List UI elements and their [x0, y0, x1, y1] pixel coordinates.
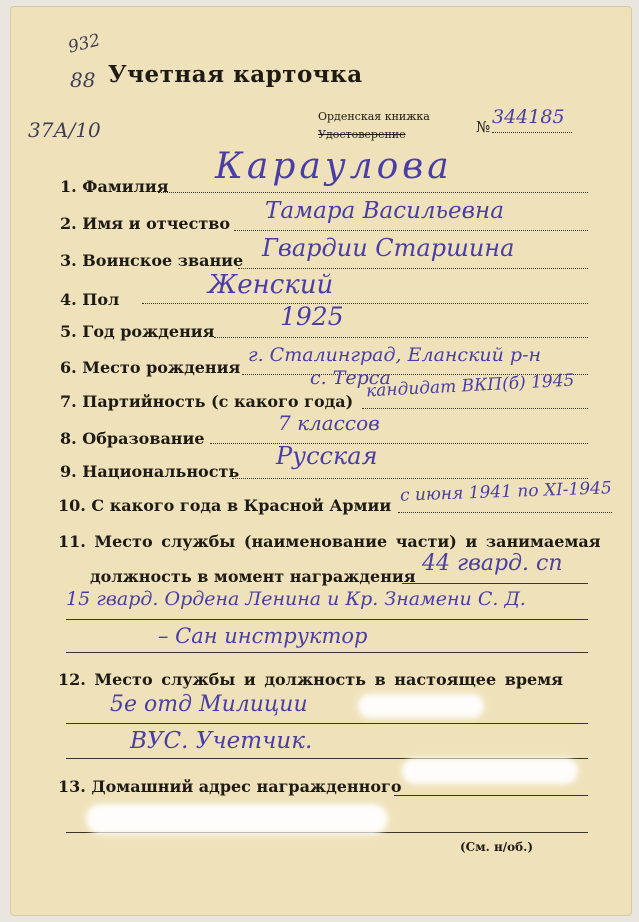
surname-value: Караулова — [215, 146, 453, 187]
nationality-value: Русская — [276, 442, 378, 470]
surname-label: 1. Фамилия — [60, 177, 169, 196]
army-since-value: с июня 1941 по XI-1945 — [399, 478, 613, 506]
army-since-line — [398, 512, 612, 513]
name-line — [234, 230, 588, 231]
party-label: 7. Партийность (с какого года) — [60, 392, 354, 411]
service-line-1 — [402, 583, 588, 584]
education-value: 7 классов — [278, 411, 380, 435]
redacted-area-3 — [86, 804, 388, 834]
doc-type-order-book: Орденская книжка — [318, 110, 430, 123]
footer-note: (См. н/об.) — [460, 840, 534, 854]
current-service-line-1 — [66, 723, 588, 724]
current-service-value-2: ВУС. Учетчик. — [130, 728, 313, 754]
name-value: Тамара Васильевна — [265, 198, 504, 224]
corner-number-b: 88 — [70, 68, 96, 92]
birth-year-value: 1925 — [280, 302, 344, 331]
rank-line — [238, 268, 588, 269]
service-line-3 — [66, 652, 588, 653]
sex-line — [142, 303, 588, 304]
nationality-label: 9. Национальность — [60, 462, 240, 481]
current-service-label: 12. Место службы и должность в настоящее время — [58, 670, 563, 689]
surname-line — [158, 192, 588, 193]
party-value: кандидат ВКП(б) 1945 — [365, 370, 575, 402]
redacted-area-1 — [358, 694, 484, 718]
card-title: Учетная карточка — [108, 61, 363, 88]
doc-number: 344185 — [492, 106, 565, 128]
birthplace-value-2: с. Терса — [310, 367, 391, 389]
corner-number-a: 932 — [66, 30, 103, 58]
rank-label: 3. Воинское звание — [60, 251, 244, 270]
birth-year-line — [214, 337, 588, 338]
service-value-3: – Сан инструктор — [158, 624, 368, 648]
party-line — [362, 408, 588, 409]
record-card — [10, 6, 632, 916]
education-line — [210, 443, 588, 444]
redacted-area-2 — [402, 758, 578, 784]
sex-value: Женский — [208, 270, 334, 300]
home-address-label: 13. Домашний адрес награжденного — [58, 777, 402, 796]
service-line-2 — [66, 619, 588, 620]
home-address-line-1 — [394, 795, 588, 796]
service-value-1: 44 гвард. сп — [422, 551, 563, 576]
birthplace-label: 6. Место рождения — [60, 358, 241, 377]
name-label: 2. Имя и отчество — [60, 214, 231, 233]
current-service-value-1: 5е отд Милиции — [110, 692, 308, 717]
reference-number: 37А/10 — [28, 118, 101, 142]
rank-value: Гвардии Старшина — [262, 234, 515, 262]
doc-number-label: № — [476, 118, 491, 136]
birth-year-label: 5. Год рождения — [60, 322, 215, 341]
doc-type-certificate: Удостоверение — [318, 128, 406, 141]
birthplace-value-1: г. Сталинград, Еланский р-н — [248, 344, 542, 366]
army-since-label: 10. С какого года в Красной Армии — [58, 496, 392, 515]
service-label-2: должность в момент награждения — [90, 567, 416, 586]
doc-number-line — [492, 132, 572, 133]
sex-label: 4. Пол — [60, 290, 120, 309]
service-label-1: 11. Место службы (наименование части) и занимаемая — [58, 532, 601, 551]
nationality-line — [232, 478, 588, 479]
service-value-2: 15 гвард. Ордена Ленина и Кр. Знамени С. Д. — [66, 588, 526, 610]
education-label: 8. Образование — [60, 429, 205, 448]
